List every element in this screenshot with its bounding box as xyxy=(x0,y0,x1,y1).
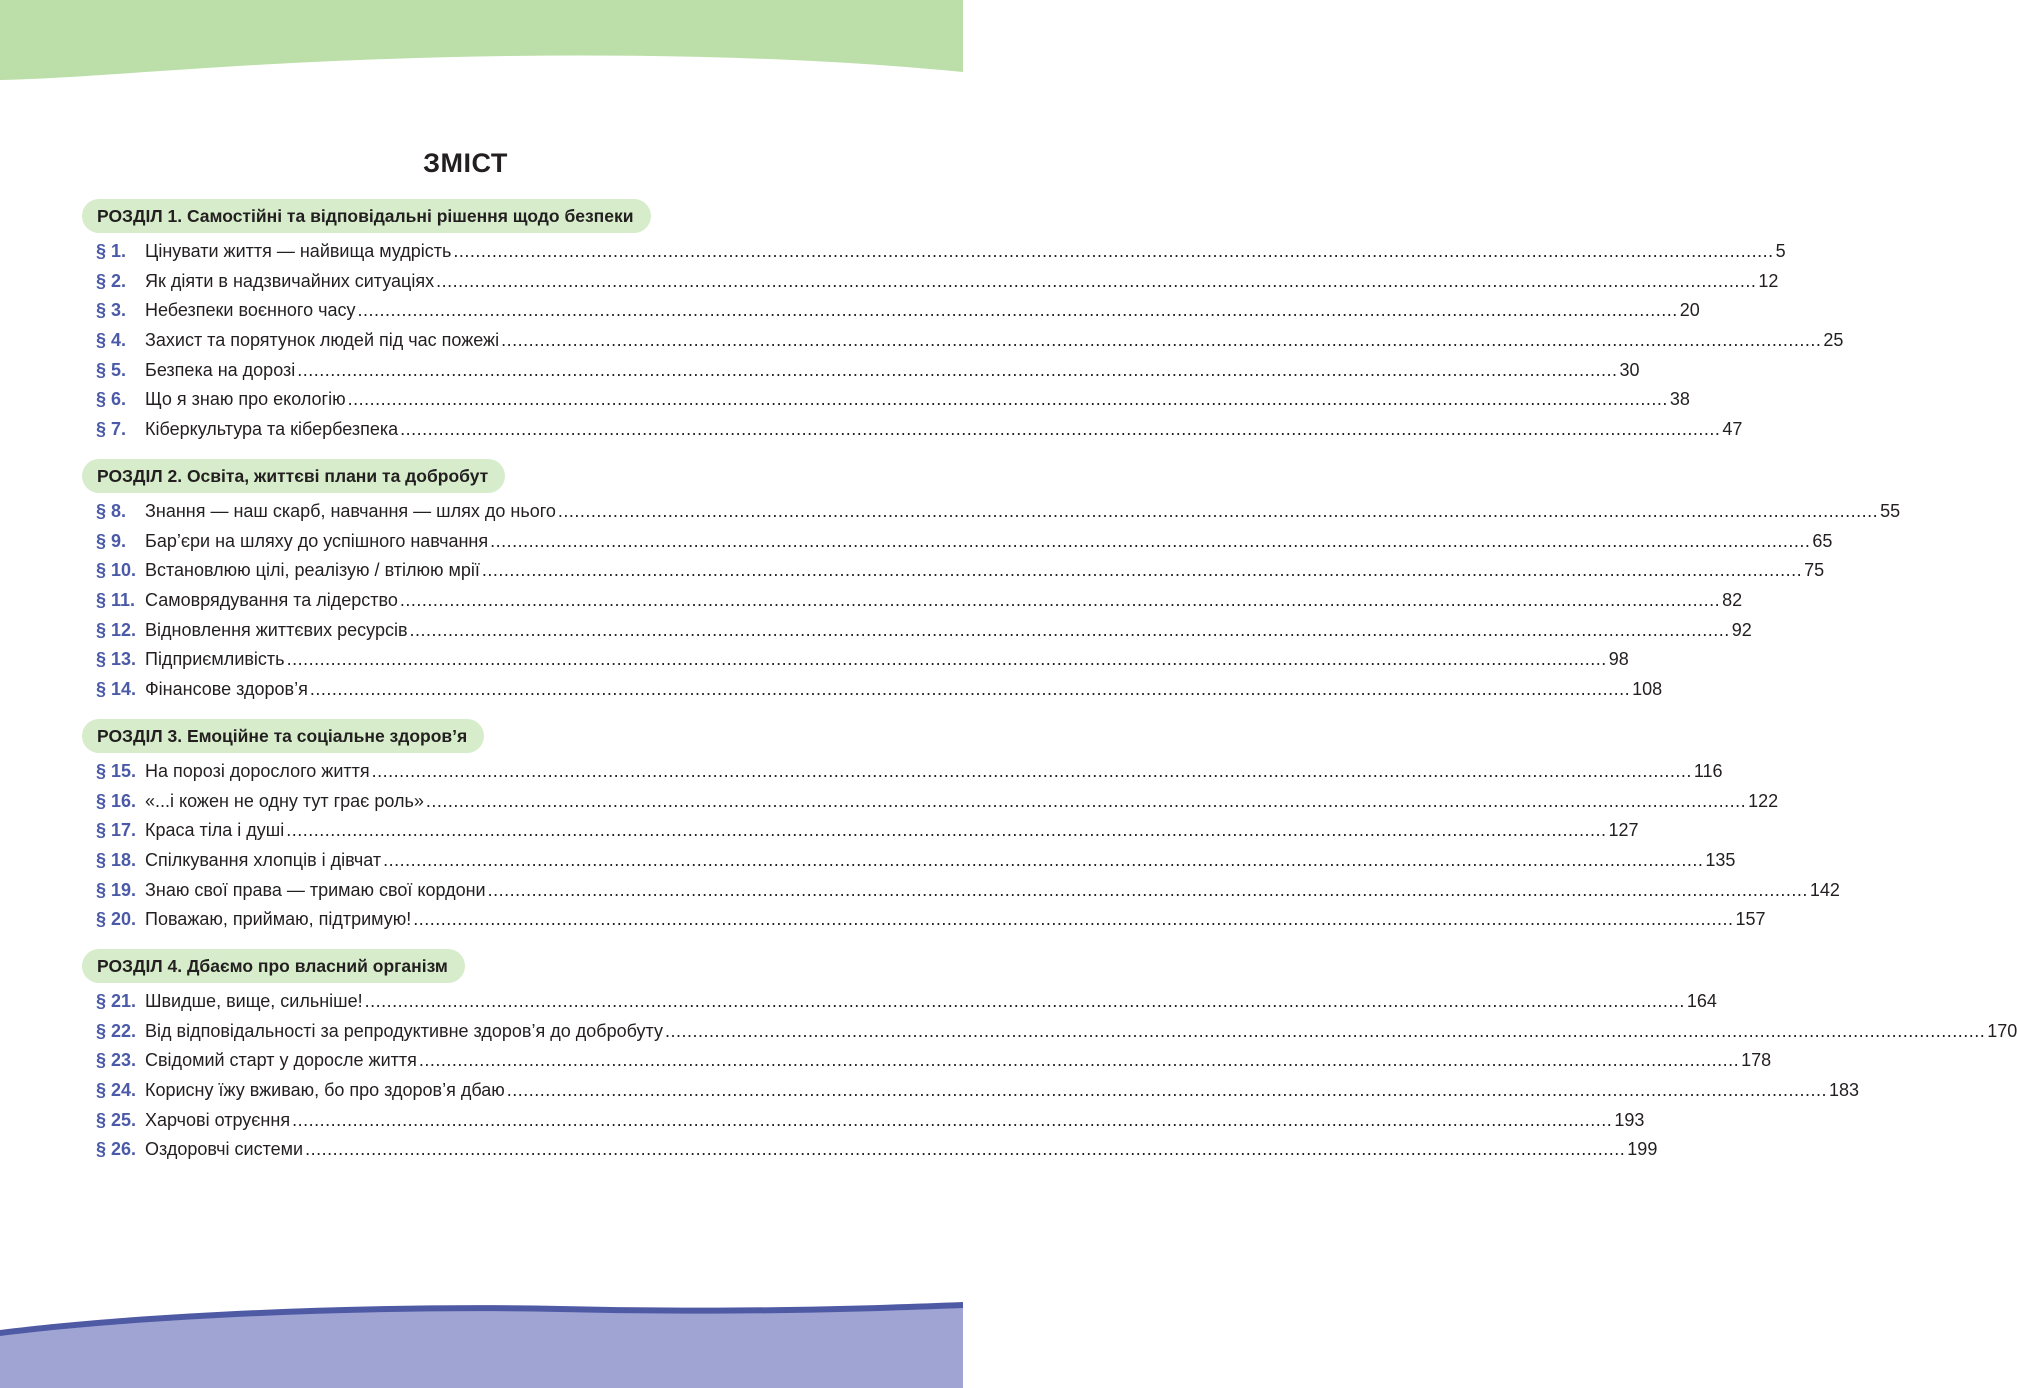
chapter-entries xyxy=(82,757,1840,935)
toc-entry[interactable] xyxy=(96,497,1901,527)
toc-entry[interactable] xyxy=(96,1046,1772,1076)
toc-entry[interactable] xyxy=(96,846,1736,876)
section-title: Знання — наш скарб, навчання — шлях до нього xyxy=(145,501,556,521)
dot-leader: ................................................................................................................................................................................................................................................ xyxy=(501,330,1822,351)
toc-entry[interactable] xyxy=(96,1017,2017,1047)
toc-chapter-2 xyxy=(82,459,1901,705)
toc-entry[interactable] xyxy=(96,645,1629,675)
dot-leader: ................................................................................................................................................................................................................................................ xyxy=(305,1139,1626,1160)
toc-entry[interactable] xyxy=(96,556,1825,586)
toc-entry[interactable] xyxy=(96,326,1844,356)
page-number: 47 xyxy=(1722,419,1743,440)
section-number: § 19. xyxy=(96,879,137,900)
section-title: Що я знаю про екологію xyxy=(145,389,346,410)
page-number: 178 xyxy=(1741,1050,1772,1071)
section-title: Харчові отруєння xyxy=(145,1109,291,1130)
dot-leader: ................................................................................................................................................................................................................................................ xyxy=(357,300,1678,321)
section-number: § 18. xyxy=(96,850,137,871)
dot-leader: ................................................................................................................................................................................................................................................ xyxy=(664,1020,1986,1041)
toc-entry[interactable] xyxy=(96,675,1663,705)
dot-leader: ................................................................................................................................................................................................................................................ xyxy=(400,419,1721,440)
dot-leader: ................................................................................................................................................................................................................................................ xyxy=(286,820,1607,841)
section-number: § 26. xyxy=(96,1139,137,1160)
section-title: Краса тіла і душі xyxy=(145,820,285,841)
page-number: 30 xyxy=(1619,359,1640,380)
toc-chapter-4 xyxy=(82,949,2017,1165)
toc-entry[interactable] xyxy=(96,1135,1658,1165)
dot-leader: ................................................................................................................................................................................................................................................ xyxy=(371,761,1692,781)
section-title: Цінувати життя — найвища мудрість xyxy=(145,241,452,261)
page-title: ЗМІСТ xyxy=(423,148,508,178)
section-title: Самоврядування та лідерство xyxy=(145,590,398,611)
chapter-entries xyxy=(82,237,1844,445)
toc-entry[interactable] xyxy=(96,385,1690,415)
section-number: § 14. xyxy=(96,679,137,700)
page-number: 135 xyxy=(1705,850,1736,871)
section-number: § 23. xyxy=(96,1050,137,1071)
page-number: 183 xyxy=(1829,1080,1860,1101)
section-number: § 21. xyxy=(96,991,137,1011)
dot-leader: ................................................................................................................................................................................................................................................ xyxy=(286,649,1607,670)
dot-leader: ................................................................................................................................................................................................................................................ xyxy=(292,1109,1613,1130)
section-title: Встановлюю цілі, реалізую / втілюю мрії xyxy=(145,560,480,581)
page-number: 157 xyxy=(1735,909,1766,930)
page-number: 25 xyxy=(1823,330,1844,351)
toc-entry[interactable] xyxy=(96,296,1700,326)
page-number: 82 xyxy=(1722,590,1743,611)
section-title: Підприємливість xyxy=(145,649,285,670)
page-number: 92 xyxy=(1731,619,1752,640)
dot-leader: ................................................................................................................................................................................................................................................ xyxy=(490,530,1811,551)
section-title: Безпека на дорозі xyxy=(145,359,296,380)
section-title: «...і кожен не одну тут грає роль» xyxy=(145,790,424,811)
dot-leader: ................................................................................................................................................................................................................................................ xyxy=(409,619,1730,640)
dot-leader: ................................................................................................................................................................................................................................................ xyxy=(436,270,1757,291)
toc-entry[interactable] xyxy=(96,237,1786,267)
section-number: § 5. xyxy=(96,359,127,380)
page-number: 5 xyxy=(1775,241,1786,261)
chapter-heading: РОЗДІЛ 1. Самостійні та відповідальні рішення щодо безпеки xyxy=(82,199,651,233)
section-title: Оздоровчі системи xyxy=(145,1139,304,1160)
chapter-heading: РОЗДІЛ 2. Освіта, життєві плани та добробут xyxy=(82,459,505,493)
top-wave-decoration xyxy=(0,0,963,90)
section-number: § 17. xyxy=(96,820,137,841)
section-title: Корисну їжу вживаю, бо про здоров’я дбаю xyxy=(145,1080,505,1101)
page-number: 199 xyxy=(1627,1139,1658,1160)
page-number: 108 xyxy=(1632,679,1663,700)
section-title: Як діяти в надзвичайних ситуаціях xyxy=(145,270,435,291)
page-number: 127 xyxy=(1608,820,1639,841)
page-number: 75 xyxy=(1804,560,1825,581)
toc-entry[interactable] xyxy=(96,876,1840,906)
chapter-heading: РОЗДІЛ 3. Емоційне та соціальне здоров’я xyxy=(82,719,484,753)
section-number: § 3. xyxy=(96,300,127,321)
dot-leader: ................................................................................................................................................................................................................................................ xyxy=(309,679,1631,700)
section-title: Знаю свої права — тримаю свої кордони xyxy=(145,879,486,900)
section-title: Кіберкультура та кібербезпека xyxy=(145,419,399,440)
toc-entry[interactable] xyxy=(96,787,1779,817)
dot-leader: ................................................................................................................................................................................................................................................ xyxy=(413,909,1734,930)
section-title: Небезпеки воєнного часу xyxy=(145,300,356,321)
section-number: § 1. xyxy=(96,241,127,261)
toc-entry[interactable] xyxy=(96,527,1833,557)
toc-entry[interactable] xyxy=(96,757,1723,787)
page-number: 20 xyxy=(1679,300,1700,321)
dot-leader: ................................................................................................................................................................................................................................................ xyxy=(506,1080,1828,1101)
dot-leader: ................................................................................................................................................................................................................................................ xyxy=(425,790,1747,811)
dot-leader: ................................................................................................................................................................................................................................................ xyxy=(297,359,1618,380)
section-number: § 7. xyxy=(96,419,127,440)
toc-entry[interactable] xyxy=(96,356,1640,386)
section-number: § 6. xyxy=(96,389,127,410)
toc-chapter-1 xyxy=(82,199,1844,445)
dot-leader: ................................................................................................................................................................................................................................................ xyxy=(347,389,1668,410)
toc-entry[interactable] xyxy=(96,905,1766,935)
page-number: 122 xyxy=(1748,790,1779,811)
section-number: § 24. xyxy=(96,1080,137,1101)
section-number: § 4. xyxy=(96,330,127,351)
page-number: 38 xyxy=(1669,389,1690,410)
section-title: Фінансове здоров’я xyxy=(145,679,308,700)
section-title: Захист та порятунок людей під час пожежі xyxy=(145,330,500,351)
section-title: Поважаю, приймаю, підтримую! xyxy=(145,909,412,930)
toc-entry[interactable] xyxy=(96,586,1743,616)
page-number: 55 xyxy=(1880,501,1901,521)
page-number: 193 xyxy=(1614,1109,1645,1130)
toc-entry[interactable] xyxy=(96,816,1639,846)
section-number: § 11. xyxy=(96,590,136,611)
toc-entry[interactable] xyxy=(96,415,1743,445)
page-number: 116 xyxy=(1693,761,1723,781)
chapter-entries xyxy=(82,497,1901,705)
section-title: Свідомий старт у доросле життя xyxy=(145,1050,417,1071)
section-number: § 9. xyxy=(96,530,127,551)
toc-entry[interactable] xyxy=(96,987,1717,1017)
dot-leader: ................................................................................................................................................................................................................................................ xyxy=(487,879,1808,900)
dot-leader: ................................................................................................................................................................................................................................................ xyxy=(418,1050,1740,1071)
dot-leader: ................................................................................................................................................................................................................................................ xyxy=(364,991,1685,1011)
dot-leader: ................................................................................................................................................................................................................................................ xyxy=(383,850,1704,871)
page-number: 12 xyxy=(1758,270,1779,291)
page-number: 98 xyxy=(1608,649,1629,670)
section-number: § 8. xyxy=(96,501,127,521)
section-number: § 13. xyxy=(96,649,137,670)
toc-entry[interactable] xyxy=(96,1076,1860,1106)
section-number: § 20. xyxy=(96,909,137,930)
section-title: На порозі дорослого життя xyxy=(145,761,370,781)
section-title: Від відповідальності за репродуктивне здоров’я до добробуту xyxy=(145,1020,663,1041)
section-number: § 16. xyxy=(96,790,137,811)
dot-leader: ................................................................................................................................................................................................................................................ xyxy=(481,560,1803,581)
toc-entry[interactable] xyxy=(96,1106,1645,1136)
section-number: § 22. xyxy=(96,1020,137,1041)
toc-entry[interactable] xyxy=(96,267,1779,297)
dot-leader: ................................................................................................................................................................................................................................................ xyxy=(399,590,1721,611)
page-number: 164 xyxy=(1686,991,1717,1011)
section-number: § 2. xyxy=(96,270,127,291)
toc-entry[interactable] xyxy=(96,616,1752,646)
toc-chapter-3 xyxy=(82,719,1840,935)
page-number: 170 xyxy=(1987,1020,2017,1041)
page-number: 65 xyxy=(1812,530,1833,551)
chapter-entries xyxy=(82,987,2017,1165)
section-number: § 25. xyxy=(96,1109,137,1130)
section-number: § 12. xyxy=(96,619,137,640)
section-title: Швидше, вище, сильніше! xyxy=(145,991,363,1011)
bottom-wave-decoration xyxy=(0,1290,963,1388)
page-number: 142 xyxy=(1809,879,1840,900)
section-number: § 10. xyxy=(96,560,137,581)
dot-leader: ................................................................................................................................................................................................................................................ xyxy=(453,241,1774,261)
section-title: Відновлення життєвих ресурсів xyxy=(145,619,408,640)
section-title: Спілкування хлопців і дівчат xyxy=(145,850,382,871)
section-title: Бар’єри на шляху до успішного навчання xyxy=(145,530,489,551)
dot-leader: ................................................................................................................................................................................................................................................ xyxy=(557,501,1879,521)
chapter-heading: РОЗДІЛ 4. Дбаємо про власний організм xyxy=(82,949,465,983)
section-number: § 15. xyxy=(96,761,137,781)
